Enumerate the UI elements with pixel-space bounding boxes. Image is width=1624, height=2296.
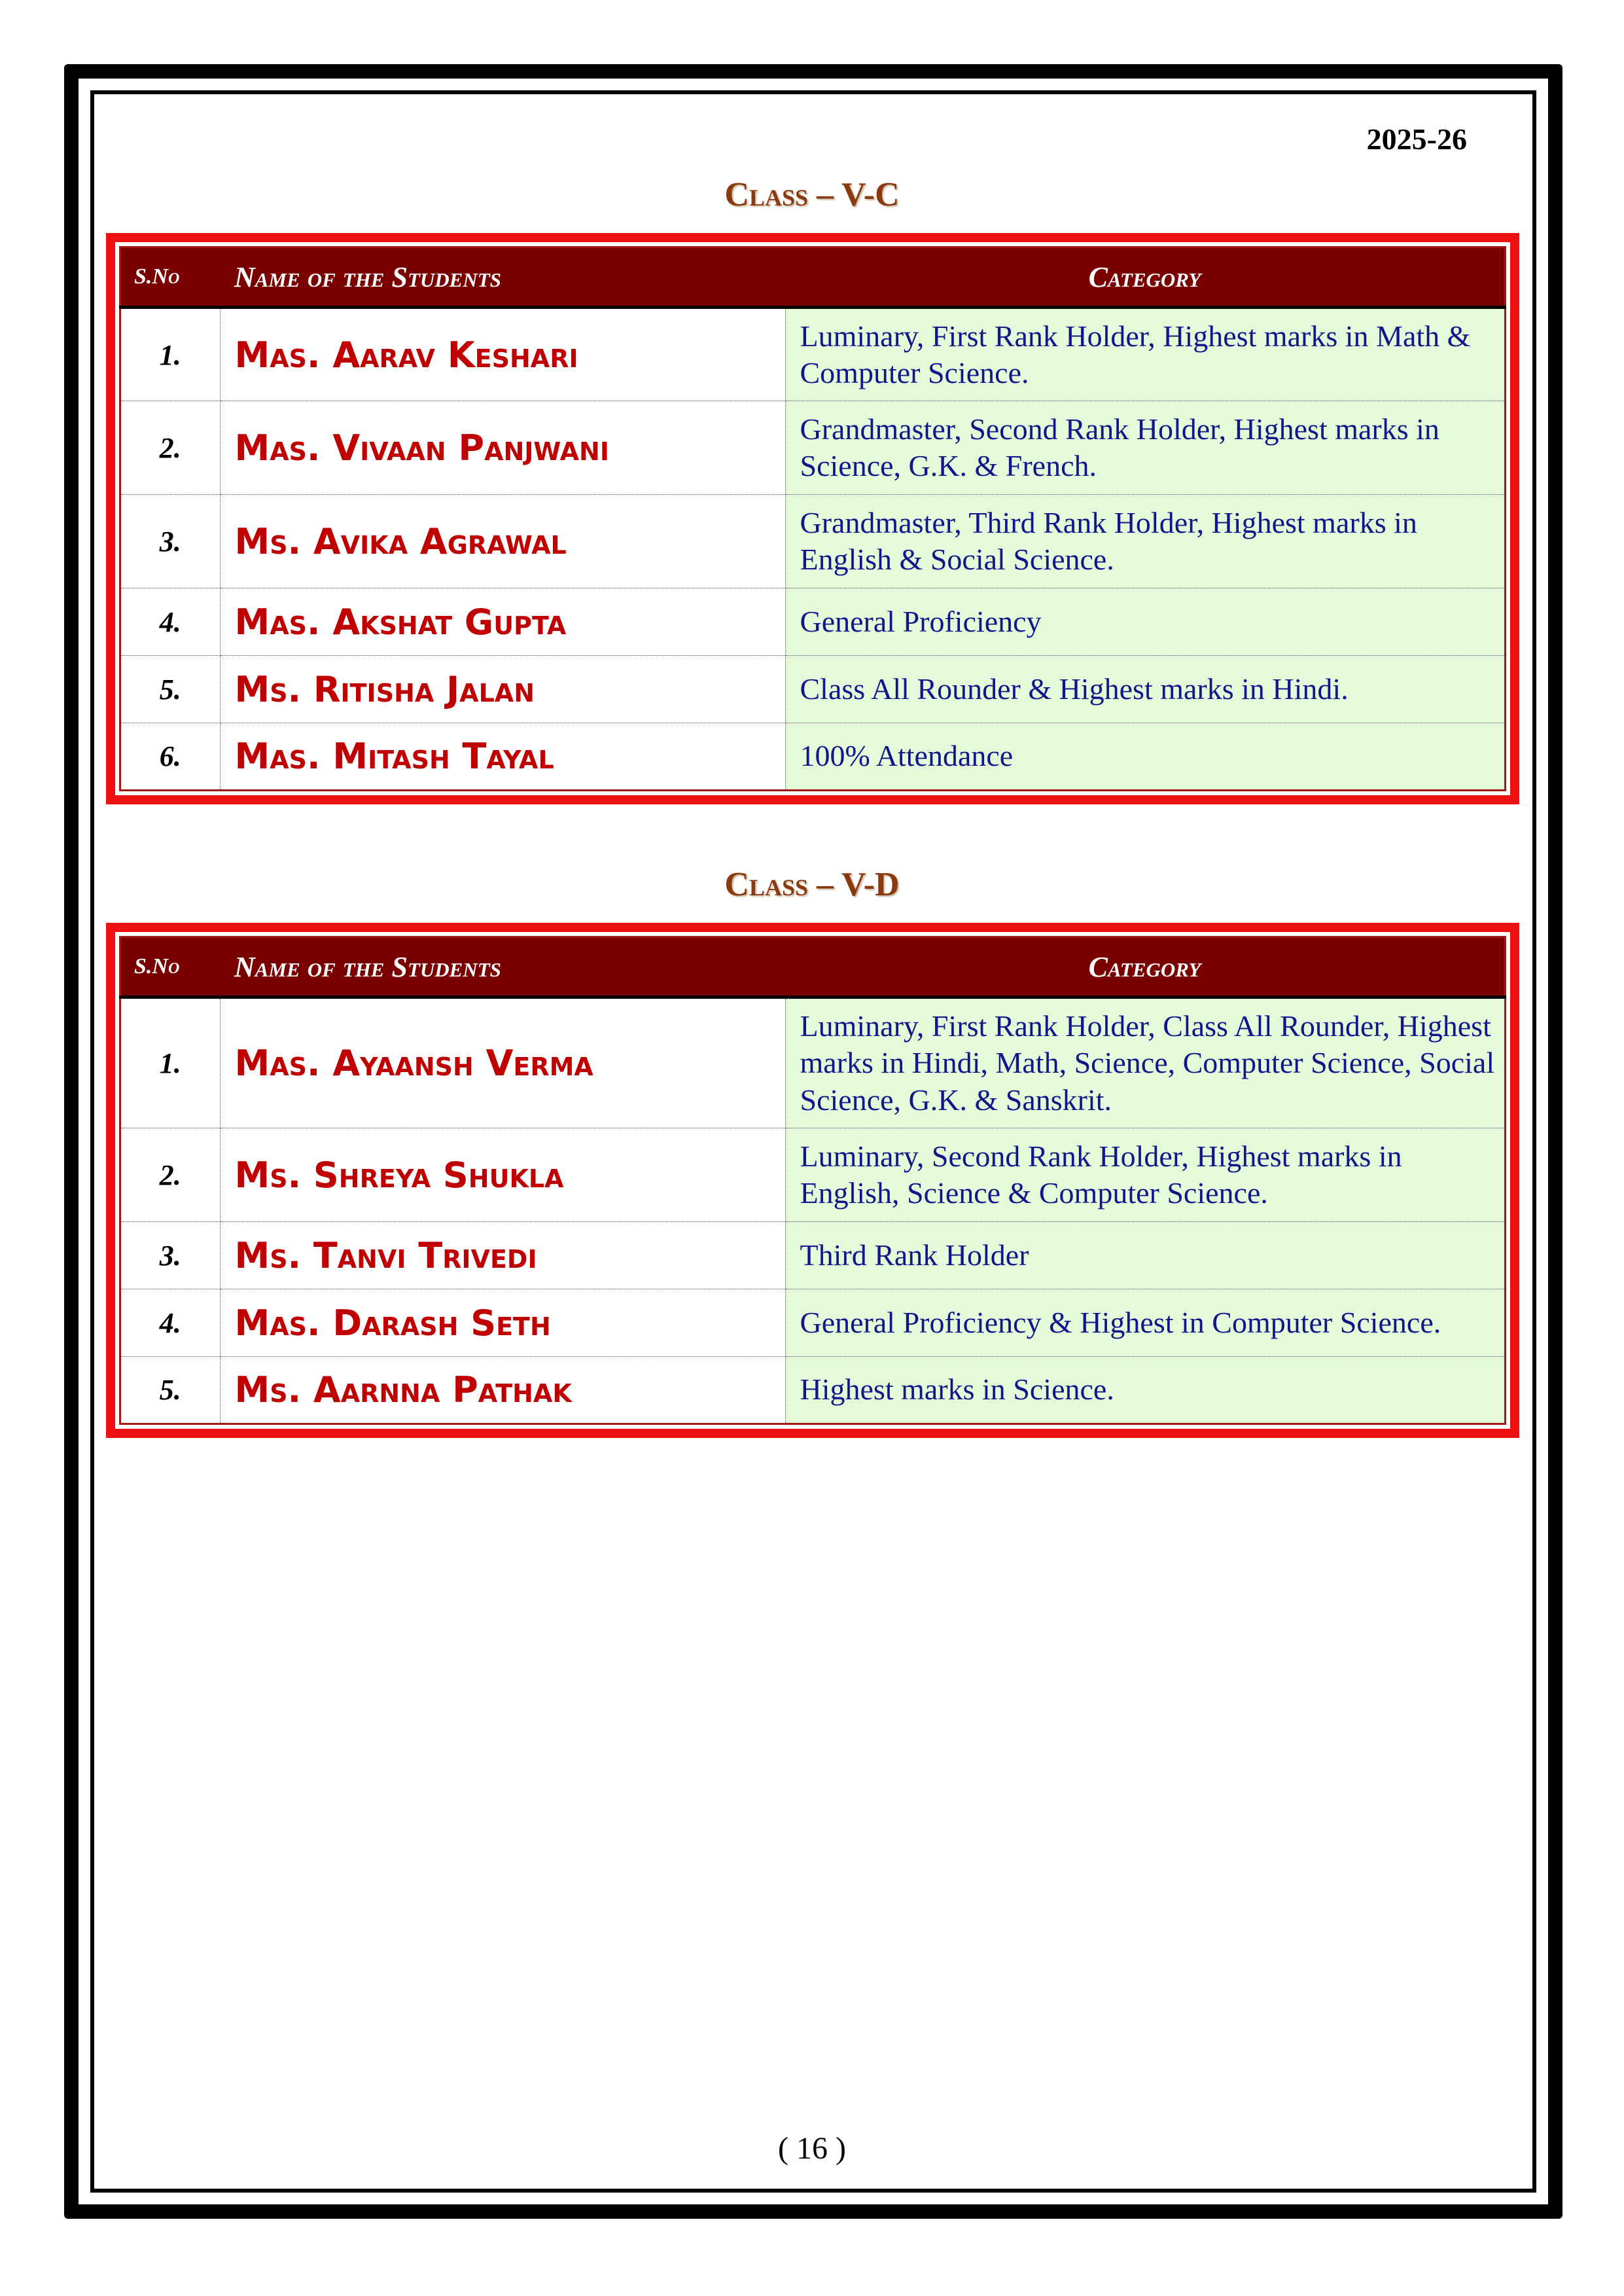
header-sno: S.No — [120, 247, 221, 308]
row-category: Class All Rounder & Highest marks in Hindi. — [785, 656, 1506, 723]
table-row — [120, 1357, 1506, 1424]
row-student-name: Mas. Aarav Keshari — [220, 308, 785, 401]
header-category: Category — [785, 247, 1506, 308]
row-category: Luminary, First Rank Holder, Highest marks in Math & Computer Science. — [785, 308, 1506, 401]
row-sno: 4. — [120, 588, 221, 656]
row-sno: 4. — [120, 1289, 221, 1357]
row-sno: 1. — [120, 997, 221, 1128]
row-sno: 1. — [120, 308, 221, 401]
row-sno: 2. — [120, 401, 221, 495]
row-student-name: Mas. Ayaansh Verma — [220, 997, 785, 1128]
row-student-name: Ms. Shreya Shukla — [220, 1128, 785, 1222]
row-category: 100% Attendance — [785, 723, 1506, 791]
row-category: Third Rank Holder — [785, 1222, 1506, 1289]
row-student-name: Ms. Ritisha Jalan — [220, 656, 785, 723]
students-table-v-c — [119, 246, 1506, 791]
row-category: General Proficiency — [785, 588, 1506, 656]
students-table-v-d — [119, 936, 1506, 1425]
table-frame-v-d — [106, 923, 1519, 1438]
academic-year: 2025-26 — [1366, 122, 1467, 156]
row-category: Highest marks in Science. — [785, 1357, 1506, 1424]
row-student-name: Ms. Aarnna Pathak — [220, 1357, 785, 1424]
row-student-name: Mas. Mitash Tayal — [220, 723, 785, 791]
table-row — [120, 495, 1506, 588]
table-row — [120, 1128, 1506, 1222]
row-sno: 3. — [120, 1222, 221, 1289]
table-row — [120, 1222, 1506, 1289]
row-category: Luminary, Second Rank Holder, Highest marks in English, Science & Computer Science. — [785, 1128, 1506, 1222]
header-name: Name of the Students — [220, 937, 785, 997]
table-frame-v-c — [106, 233, 1519, 804]
row-student-name: Mas. Darash Seth — [220, 1289, 785, 1357]
row-sno: 3. — [120, 495, 221, 588]
table-row — [120, 997, 1506, 1128]
page-number: ( 16 ) — [778, 2131, 846, 2166]
table-row — [120, 723, 1506, 791]
table-header-row — [120, 937, 1506, 997]
class-title-v-d: Class – V-D — [724, 866, 900, 903]
table-row — [120, 588, 1506, 656]
row-student-name: Ms. Avika Agrawal — [220, 495, 785, 588]
row-student-name: Mas. Vivaan Panjwani — [220, 401, 785, 495]
row-sno: 2. — [120, 1128, 221, 1222]
table-row — [120, 308, 1506, 401]
row-category: Luminary, First Rank Holder, Class All Rounder, Highest marks in Hindi, Math, Science, Computer Science, Social Science, G.K. & Sanskrit. — [785, 997, 1506, 1128]
row-category: Grandmaster, Second Rank Holder, Highest marks in Science, G.K. & French. — [785, 401, 1506, 495]
row-student-name: Mas. Akshat Gupta — [220, 588, 785, 656]
header-sno: S.No — [120, 937, 221, 997]
row-sno: 5. — [120, 656, 221, 723]
table-row — [120, 1289, 1506, 1357]
table-row — [120, 656, 1506, 723]
table-row — [120, 401, 1506, 495]
row-sno: 5. — [120, 1357, 221, 1424]
class-title-v-c: Class – V-C — [724, 176, 900, 213]
header-name: Name of the Students — [220, 247, 785, 308]
table-header-row — [120, 247, 1506, 308]
row-sno: 6. — [120, 723, 221, 791]
header-category: Category — [785, 937, 1506, 997]
row-student-name: Ms. Tanvi Trivedi — [220, 1222, 785, 1289]
row-category: Grandmaster, Third Rank Holder, Highest marks in English & Social Science. — [785, 495, 1506, 588]
row-category: General Proficiency & Highest in Computer Science. — [785, 1289, 1506, 1357]
